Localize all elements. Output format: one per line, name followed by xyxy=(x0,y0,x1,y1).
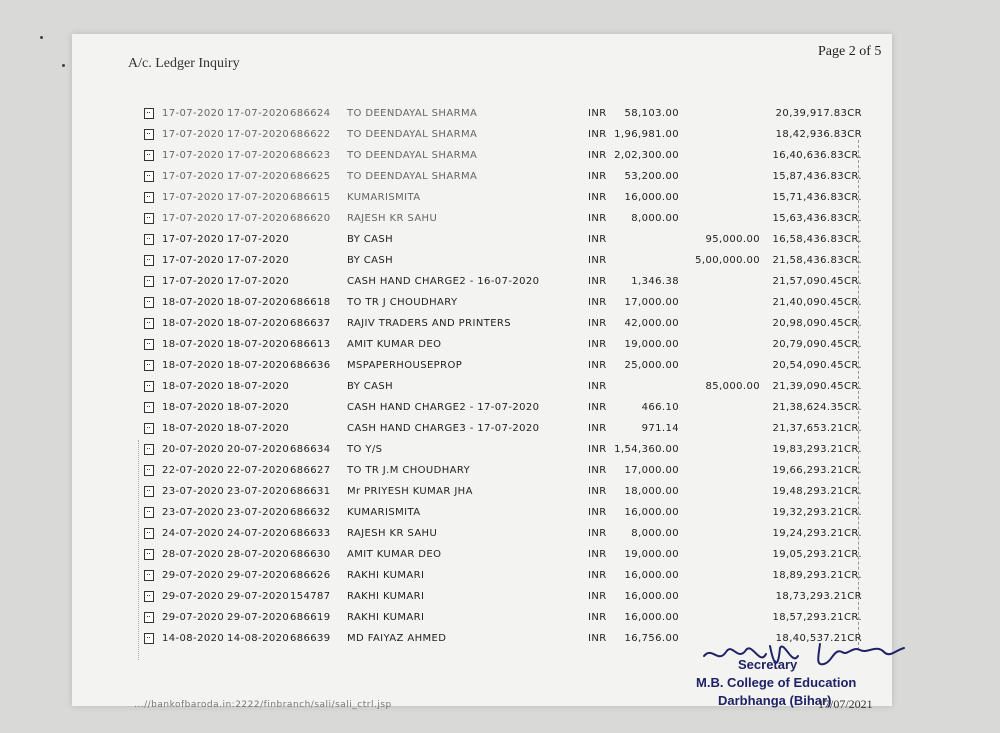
particulars: RAKHI KUMARI xyxy=(347,570,425,581)
cheque-number: 686625 xyxy=(290,171,331,182)
debit-amount: 58,103.00 xyxy=(624,108,679,119)
debit-amount: 8,000.00 xyxy=(631,213,679,224)
currency: INR xyxy=(588,402,607,413)
currency: INR xyxy=(588,108,607,119)
entry-date: 20-07-2020 xyxy=(162,444,225,455)
row-checkbox[interactable] xyxy=(144,486,154,497)
row-checkbox[interactable] xyxy=(144,171,154,182)
balance: 16,58,436.83CR. xyxy=(772,234,862,245)
entry-date: 28-07-2020 xyxy=(162,549,225,560)
row-checkbox[interactable] xyxy=(144,549,154,560)
cheque-number: 686622 xyxy=(290,129,331,140)
currency: INR xyxy=(588,549,607,560)
balance: 21,39,090.45CR. xyxy=(772,381,862,392)
value-date: 18-07-2020 xyxy=(227,423,290,434)
cheque-number: 686624 xyxy=(290,108,331,119)
value-date: 18-07-2020 xyxy=(227,402,290,413)
credit-amount: 5,00,000.00 xyxy=(695,255,760,266)
currency: INR xyxy=(588,192,607,203)
debit-amount: 53,200.00 xyxy=(624,171,679,182)
currency: INR xyxy=(588,129,607,140)
currency: INR xyxy=(588,507,607,518)
cheque-number: 686627 xyxy=(290,465,331,476)
cheque-number: 686620 xyxy=(290,213,331,224)
footer-url: ...//bankofbaroda.in:2222/finbranch/sali/sali_ctrl.jsp xyxy=(134,700,392,710)
row-checkbox[interactable] xyxy=(144,444,154,455)
balance: 21,37,653.21CR. xyxy=(772,423,862,434)
balance: 15,63,436.83CR. xyxy=(772,213,862,224)
cheque-number: 686613 xyxy=(290,339,331,350)
row-checkbox[interactable] xyxy=(144,507,154,518)
particulars: BY CASH xyxy=(347,255,394,266)
cheque-number: 686636 xyxy=(290,360,331,371)
currency: INR xyxy=(588,528,607,539)
row-checkbox[interactable] xyxy=(144,318,154,329)
balance: 18,57,293.21CR. xyxy=(772,612,862,623)
entry-date: 18-07-2020 xyxy=(162,381,225,392)
stamp-place: Darbhanga (Bihar) xyxy=(718,693,832,708)
entry-date: 18-07-2020 xyxy=(162,360,225,371)
cheque-number: 686630 xyxy=(290,549,331,560)
debit-amount: 16,756.00 xyxy=(624,633,679,644)
balance: 21,58,436.83CR. xyxy=(772,255,862,266)
debit-amount: 16,000.00 xyxy=(624,591,679,602)
entry-date: 23-07-2020 xyxy=(162,486,225,497)
balance: 20,54,090.45CR. xyxy=(772,360,862,371)
entry-date: 18-07-2020 xyxy=(162,423,225,434)
row-checkbox[interactable] xyxy=(144,360,154,371)
credit-amount: 85,000.00 xyxy=(705,381,760,392)
value-date: 17-07-2020 xyxy=(227,192,290,203)
entry-date: 17-07-2020 xyxy=(162,234,225,245)
particulars: RAJESH KR SAHU xyxy=(347,528,438,539)
debit-amount: 16,000.00 xyxy=(624,507,679,518)
cheque-number: 686633 xyxy=(290,528,331,539)
row-checkbox[interactable] xyxy=(144,402,154,413)
particulars: RAJESH KR SAHU xyxy=(347,213,438,224)
entry-date: 18-07-2020 xyxy=(162,402,225,413)
value-date: 17-07-2020 xyxy=(227,171,290,182)
table-row xyxy=(0,587,1000,608)
balance: 20,98,090.45CR. xyxy=(772,318,862,329)
balance: 19,24,293.21CR. xyxy=(772,528,862,539)
row-checkbox[interactable] xyxy=(144,570,154,581)
particulars: TO DEENDAYAL SHARMA xyxy=(347,129,478,140)
balance: 20,79,090.45CR. xyxy=(772,339,862,350)
particulars: KUMARISMITA xyxy=(347,507,421,518)
entry-date: 17-07-2020 xyxy=(162,150,225,161)
balance: 18,40,537.21CR xyxy=(775,633,862,644)
particulars: CASH HAND CHARGE2 - 17-07-2020 xyxy=(347,402,540,413)
value-date: 17-07-2020 xyxy=(227,276,290,287)
currency: INR xyxy=(588,318,607,329)
balance: 15,87,436.83CR. xyxy=(772,171,862,182)
particulars: CASH HAND CHARGE3 - 17-07-2020 xyxy=(347,423,540,434)
particulars: BY CASH xyxy=(347,234,394,245)
cheque-number: 686618 xyxy=(290,297,331,308)
currency: INR xyxy=(588,276,607,287)
currency: INR xyxy=(588,465,607,476)
particulars: TO DEENDAYAL SHARMA xyxy=(347,171,478,182)
table-row xyxy=(0,482,1000,503)
debit-amount: 17,000.00 xyxy=(624,465,679,476)
table-row xyxy=(0,104,1000,125)
row-checkbox[interactable] xyxy=(144,108,154,119)
table-row xyxy=(0,125,1000,146)
value-date: 29-07-2020 xyxy=(227,591,290,602)
currency: INR xyxy=(588,213,607,224)
value-date: 22-07-2020 xyxy=(227,465,290,476)
row-checkbox[interactable] xyxy=(144,465,154,476)
balance: 21,57,090.45CR. xyxy=(772,276,862,287)
currency: INR xyxy=(588,570,607,581)
cheque-number: 686632 xyxy=(290,507,331,518)
currency: INR xyxy=(588,381,607,392)
particulars: AMIT KUMAR DEO xyxy=(347,339,442,350)
table-row xyxy=(0,566,1000,587)
balance: 19,48,293.21CR. xyxy=(772,486,862,497)
page-number: Page 2 of 5 xyxy=(818,44,882,59)
particulars: RAKHI KUMARI xyxy=(347,612,425,623)
debit-amount: 8,000.00 xyxy=(631,528,679,539)
value-date: 17-07-2020 xyxy=(227,234,290,245)
currency: INR xyxy=(588,612,607,623)
value-date: 23-07-2020 xyxy=(227,507,290,518)
balance: 19,32,293.21CR. xyxy=(772,507,862,518)
debit-amount: 42,000.00 xyxy=(624,318,679,329)
row-checkbox[interactable] xyxy=(144,276,154,287)
row-checkbox[interactable] xyxy=(144,150,154,161)
debit-amount: 16,000.00 xyxy=(624,570,679,581)
value-date: 14-08-2020 xyxy=(227,633,290,644)
balance: 16,40,636.83CR. xyxy=(772,150,862,161)
table-row xyxy=(0,398,1000,419)
currency: INR xyxy=(588,171,607,182)
row-checkbox[interactable] xyxy=(144,423,154,434)
cheque-number: 686623 xyxy=(290,150,331,161)
entry-date: 14-08-2020 xyxy=(162,633,225,644)
entry-date: 18-07-2020 xyxy=(162,339,225,350)
credit-amount: 95,000.00 xyxy=(705,234,760,245)
currency: INR xyxy=(588,486,607,497)
table-row xyxy=(0,188,1000,209)
table-row xyxy=(0,146,1000,167)
value-date: 17-07-2020 xyxy=(227,255,290,266)
value-date: 18-07-2020 xyxy=(227,339,290,350)
currency: INR xyxy=(588,255,607,266)
row-checkbox[interactable] xyxy=(144,528,154,539)
row-checkbox[interactable] xyxy=(144,213,154,224)
table-row xyxy=(0,524,1000,545)
value-date: 20-07-2020 xyxy=(227,444,290,455)
table-row xyxy=(0,419,1000,440)
value-date: 17-07-2020 xyxy=(227,129,290,140)
table-row xyxy=(0,272,1000,293)
balance: 18,89,293.21CR. xyxy=(772,570,862,581)
table-row xyxy=(0,167,1000,188)
value-date: 17-07-2020 xyxy=(227,150,290,161)
debit-amount: 971.14 xyxy=(641,423,679,434)
entry-date: 17-07-2020 xyxy=(162,255,225,266)
row-checkbox[interactable] xyxy=(144,612,154,623)
debit-amount: 1,54,360.00 xyxy=(614,444,679,455)
entry-date: 23-07-2020 xyxy=(162,507,225,518)
currency: INR xyxy=(588,444,607,455)
ledger-table xyxy=(0,104,1000,650)
particulars: BY CASH xyxy=(347,381,394,392)
particulars: TO DEENDAYAL SHARMA xyxy=(347,108,478,119)
row-checkbox[interactable] xyxy=(144,339,154,350)
row-checkbox[interactable] xyxy=(144,633,154,644)
entry-date: 17-07-2020 xyxy=(162,171,225,182)
scan-speck xyxy=(40,36,43,39)
cheque-number: 686626 xyxy=(290,570,331,581)
debit-amount: 1,96,981.00 xyxy=(614,129,679,140)
row-checkbox[interactable] xyxy=(144,297,154,308)
entry-date: 29-07-2020 xyxy=(162,612,225,623)
scan-speck xyxy=(62,64,65,67)
table-row xyxy=(0,335,1000,356)
entry-date: 24-07-2020 xyxy=(162,528,225,539)
currency: INR xyxy=(588,234,607,245)
value-date: 17-07-2020 xyxy=(227,108,290,119)
value-date: 18-07-2020 xyxy=(227,360,290,371)
value-date: 18-07-2020 xyxy=(227,297,290,308)
balance: 18,42,936.83CR xyxy=(775,129,862,140)
row-checkbox[interactable] xyxy=(144,234,154,245)
balance: 15,71,436.83CR. xyxy=(772,192,862,203)
debit-amount: 16,000.00 xyxy=(624,192,679,203)
entry-date: 17-07-2020 xyxy=(162,276,225,287)
particulars: KUMARISMITA xyxy=(347,192,421,203)
table-row xyxy=(0,377,1000,398)
currency: INR xyxy=(588,591,607,602)
table-row xyxy=(0,209,1000,230)
currency: INR xyxy=(588,150,607,161)
entry-date: 29-07-2020 xyxy=(162,570,225,581)
value-date: 24-07-2020 xyxy=(227,528,290,539)
debit-amount: 466.10 xyxy=(641,402,679,413)
value-date: 17-07-2020 xyxy=(227,213,290,224)
cheque-number: 686634 xyxy=(290,444,331,455)
particulars: RAKHI KUMARI xyxy=(347,591,425,602)
balance: 19,05,293.21CR. xyxy=(772,549,862,560)
currency: INR xyxy=(588,339,607,350)
entry-date: 17-07-2020 xyxy=(162,213,225,224)
row-checkbox[interactable] xyxy=(144,129,154,140)
particulars: CASH HAND CHARGE2 - 16-07-2020 xyxy=(347,276,540,287)
table-row xyxy=(0,251,1000,272)
value-date: 29-07-2020 xyxy=(227,570,290,581)
cheque-number: 686619 xyxy=(290,612,331,623)
debit-amount: 19,000.00 xyxy=(624,549,679,560)
debit-amount: 16,000.00 xyxy=(624,612,679,623)
entry-date: 17-07-2020 xyxy=(162,108,225,119)
currency: INR xyxy=(588,423,607,434)
table-row xyxy=(0,440,1000,461)
stamp-institution: M.B. College of Education xyxy=(696,675,857,690)
debit-amount: 1,346.38 xyxy=(631,276,679,287)
row-checkbox[interactable] xyxy=(144,381,154,392)
balance: 21,40,090.45CR. xyxy=(772,297,862,308)
entry-date: 29-07-2020 xyxy=(162,591,225,602)
particulars: RAJIV TRADERS AND PRINTERS xyxy=(347,318,512,329)
table-row xyxy=(0,293,1000,314)
cheque-number: 686615 xyxy=(290,192,331,203)
entry-date: 17-07-2020 xyxy=(162,129,225,140)
currency: INR xyxy=(588,633,607,644)
value-date: 23-07-2020 xyxy=(227,486,290,497)
debit-amount: 2,02,300.00 xyxy=(614,150,679,161)
particulars: TO DEENDAYAL SHARMA xyxy=(347,150,478,161)
balance: 18,73,293.21CR xyxy=(775,591,862,602)
table-row xyxy=(0,503,1000,524)
debit-amount: 17,000.00 xyxy=(624,297,679,308)
value-date: 18-07-2020 xyxy=(227,381,290,392)
cheque-number: 154787 xyxy=(290,591,331,602)
row-checkbox[interactable] xyxy=(144,255,154,266)
particulars: TO TR J CHOUDHARY xyxy=(347,297,458,308)
currency: INR xyxy=(588,360,607,371)
currency: INR xyxy=(588,297,607,308)
footer-date: 17/07/2021 xyxy=(818,697,873,711)
row-checkbox[interactable] xyxy=(144,192,154,203)
balance: 21,38,624.35CR. xyxy=(772,402,862,413)
table-row xyxy=(0,461,1000,482)
page-title: A/c. Ledger Inquiry xyxy=(128,56,240,71)
debit-amount: 19,000.00 xyxy=(624,339,679,350)
cheque-number: 686637 xyxy=(290,318,331,329)
value-date: 29-07-2020 xyxy=(227,612,290,623)
value-date: 18-07-2020 xyxy=(227,318,290,329)
particulars: TO Y/S xyxy=(347,444,383,455)
row-checkbox[interactable] xyxy=(144,591,154,602)
table-row xyxy=(0,545,1000,566)
debit-amount: 18,000.00 xyxy=(624,486,679,497)
cheque-number: 686631 xyxy=(290,486,331,497)
entry-date: 18-07-2020 xyxy=(162,318,225,329)
value-date: 28-07-2020 xyxy=(227,549,290,560)
table-row xyxy=(0,356,1000,377)
debit-amount: 25,000.00 xyxy=(624,360,679,371)
balance: 19,66,293.21CR. xyxy=(772,465,862,476)
particulars: Mr PRIYESH KUMAR JHA xyxy=(347,486,473,497)
table-row xyxy=(0,230,1000,251)
cheque-number: 686639 xyxy=(290,633,331,644)
entry-date: 18-07-2020 xyxy=(162,297,225,308)
particulars: TO TR J.M CHOUDHARY xyxy=(347,465,471,476)
stamp-role: Secretary xyxy=(738,657,798,672)
balance: 19,83,293.21CR. xyxy=(772,444,862,455)
particulars: MSPAPERHOUSEPROP xyxy=(347,360,463,371)
table-row xyxy=(0,608,1000,629)
particulars: AMIT KUMAR DEO xyxy=(347,549,442,560)
entry-date: 17-07-2020 xyxy=(162,192,225,203)
table-row xyxy=(0,314,1000,335)
particulars: MD FAIYAZ AHMED xyxy=(347,633,447,644)
balance: 20,39,917.83CR xyxy=(775,108,862,119)
entry-date: 22-07-2020 xyxy=(162,465,225,476)
